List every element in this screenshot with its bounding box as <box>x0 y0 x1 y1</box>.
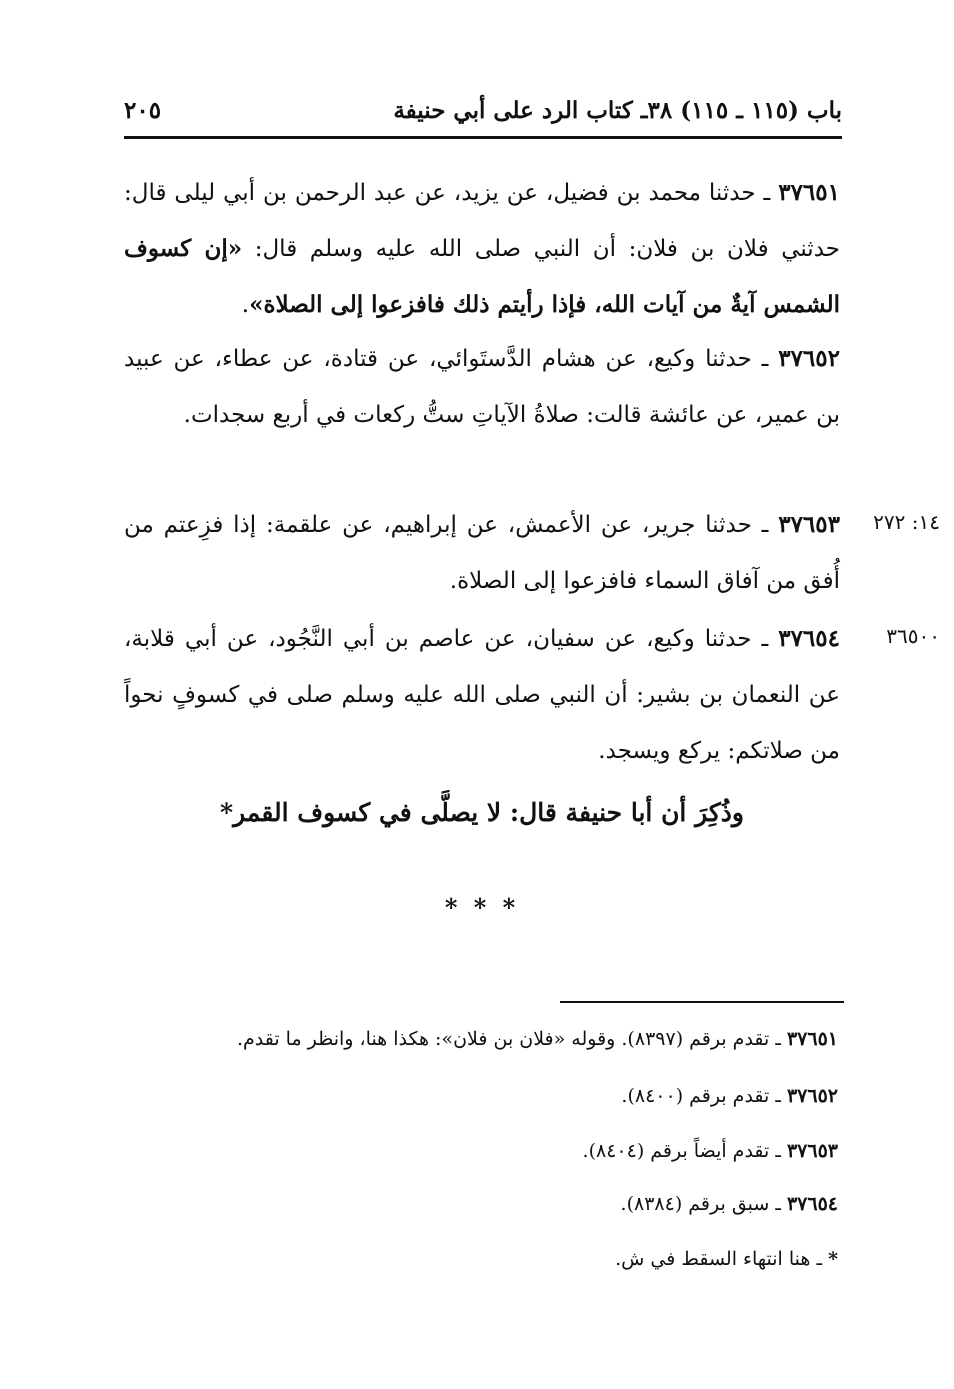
margin-reference: ١٤: ٢٧٢ <box>873 510 940 534</box>
footnote-text: ـ هنا انتهاء السقط في ش. <box>615 1248 829 1270</box>
hadith-entry <box>124 165 840 333</box>
footnote-number: * <box>828 1248 838 1270</box>
hadith-number: ٣٧٦٥٣ <box>778 511 840 538</box>
footnote-text: ـ تقدم برقم (٨٤٠٠). <box>621 1085 787 1107</box>
hadith-text: ـ حدثنا جرير، عن الأعمش، عن إبراهيم، عن علقمة: إذا فزِعتم من أُفق من آفاق السماء فافزعوا إلى الصلاة. <box>124 512 840 594</box>
hadith-quote: «إن كسوف الشمس آيةٌ من آيات الله، فإذا رأيتم ذلك فافزعوا إلى الصلاة» <box>124 235 840 318</box>
running-header <box>124 88 842 132</box>
footnote <box>124 1248 838 1270</box>
footnote-text: ـ تقدم برقم (٨٣٩٧). وقوله «فلان بن فلان»: هكذا هنا، وانظر ما تقدم. <box>236 1028 787 1050</box>
footnote-text: ـ تقدم أيضاً برقم (٨٤٠٤). <box>582 1140 787 1162</box>
hadith-text-end: . <box>241 292 250 318</box>
page-number: ٢٠٥ <box>124 96 162 124</box>
footnote-text: ـ سبق برقم (٨٣٨٤). <box>620 1193 787 1215</box>
hadith-entry <box>124 611 840 779</box>
hadith-entry <box>124 497 840 609</box>
header-rule <box>124 136 842 139</box>
hadith-text: ـ حدثنا وكيع، عن هشام الدَّستَوائي، عن قتادة، عن عطاء، عن عبيد بن عمير، عن عائشة قالت: صلاةُ الآياتِ ستُّ ركعات في أربع سجدات. <box>124 346 840 428</box>
hadith-number: ٣٧٦٥٢ <box>778 345 840 372</box>
hadith-entry <box>124 331 840 443</box>
footnote <box>124 1193 838 1215</box>
section-title: وذُكِرَ أن أبا حنيفة قال: لا يصلَّى في كسوف القمر* <box>220 798 744 827</box>
footnote-number: ٣٧٦٥٣ <box>786 1140 838 1162</box>
hadith-text: ـ حدثنا وكيع، عن سفيان، عن عاصم بن أبي النَّجُود، عن أبي قلابة، عن النعمان بن بشير: أن النبي صلى الله عليه وسلم صلى في كسوفٍ نحواً من صلاتكم: يركع ويسجد. <box>124 626 840 764</box>
margin-reference: ٣٦٥٠٠ <box>886 624 940 648</box>
footnote-number: ٣٧٦٥٢ <box>786 1085 838 1107</box>
hadith-number: ٣٧٦٥١ <box>778 179 840 206</box>
separator-stars: * * * <box>444 893 520 922</box>
hadith-text: ـ حدثنا محمد بن فضيل، عن يزيد، عن عبد الرحمن بن أبي ليلى قال: حدثني فلان بن فلان: أن النبي صلى الله عليه وسلم قال: <box>124 180 840 262</box>
footnote-number: ٣٧٦٥٤ <box>786 1193 838 1215</box>
header-title: باب (١١٥ ـ ١١٥) ٣٨ـ كتاب الرد على أبي حنيفة <box>393 96 842 124</box>
footnote <box>124 1028 838 1050</box>
footnote <box>124 1140 838 1162</box>
footnote-number: ٣٧٦٥١ <box>786 1028 838 1050</box>
hadith-number: ٣٧٦٥٤ <box>778 625 840 652</box>
footnote <box>124 1085 838 1107</box>
footnote-rule <box>560 1001 844 1003</box>
